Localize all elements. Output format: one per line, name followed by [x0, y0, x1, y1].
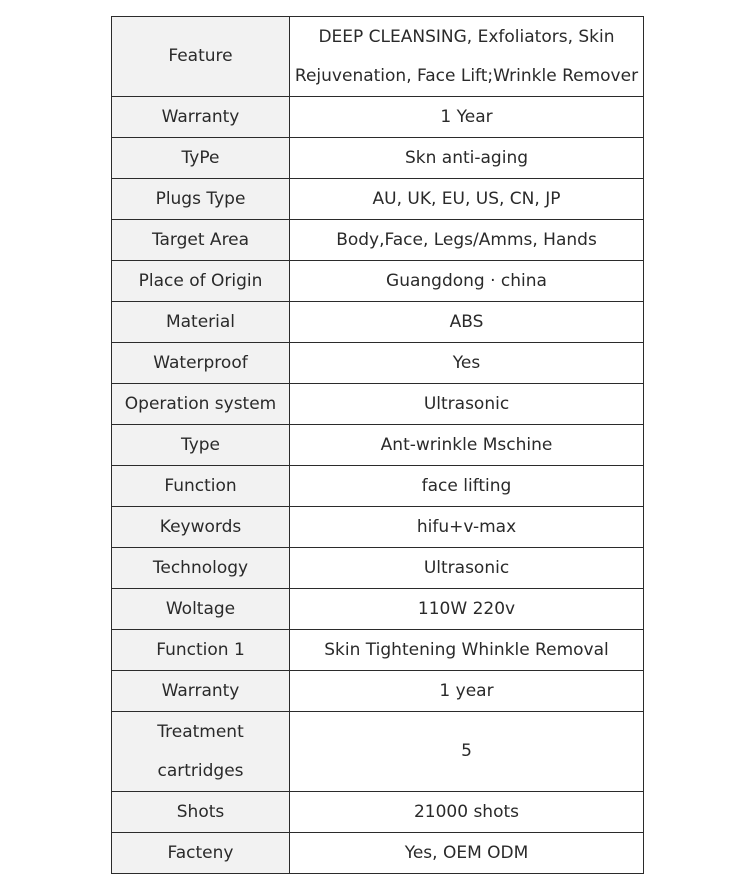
- row-label: Function 1: [112, 630, 290, 671]
- table-row: [112, 589, 644, 630]
- row-label: Shots: [112, 792, 290, 833]
- row-label: TyPe: [112, 138, 290, 179]
- row-label: Plugs Type: [112, 179, 290, 220]
- spec-table: [111, 16, 644, 874]
- row-value: Ultrasonic: [290, 384, 644, 425]
- table-row: [112, 343, 644, 384]
- row-value: Ant-wrinkle Mschine: [290, 425, 644, 466]
- row-value: AU, UK, EU, US, CN, JP: [290, 179, 644, 220]
- row-value: ABS: [290, 302, 644, 343]
- row-value: DEEP CLEANSING, Exfoliators, Skin Rejuvenation, Face Lift;Wrinkle Remover: [290, 17, 644, 97]
- row-value: Yes: [290, 343, 644, 384]
- row-label: Facteny: [112, 833, 290, 874]
- table-row: [112, 179, 644, 220]
- row-label: Place of Origin: [112, 261, 290, 302]
- row-value: 5: [290, 712, 644, 792]
- row-label: Treatment cartridges: [112, 712, 290, 792]
- row-label: Function: [112, 466, 290, 507]
- table-row: [112, 425, 644, 466]
- table-row: [112, 302, 644, 343]
- table-row: [112, 17, 644, 97]
- row-label: Technology: [112, 548, 290, 589]
- table-row: [112, 220, 644, 261]
- table-row: [112, 138, 644, 179]
- row-label: Warranty: [112, 97, 290, 138]
- table-row: [112, 507, 644, 548]
- table-row: [112, 261, 644, 302]
- row-label: Woltage: [112, 589, 290, 630]
- row-value: face lifting: [290, 466, 644, 507]
- row-label: Feature: [112, 17, 290, 97]
- row-value: 21000 shots: [290, 792, 644, 833]
- row-value: Body,Face, Legs/Amms, Hands: [290, 220, 644, 261]
- row-value: 1 year: [290, 671, 644, 712]
- table-row: [112, 466, 644, 507]
- row-value: 110W 220v: [290, 589, 644, 630]
- row-value: Skin Tightening Whinkle Removal: [290, 630, 644, 671]
- table-row: [112, 630, 644, 671]
- row-label: Keywords: [112, 507, 290, 548]
- row-label: Warranty: [112, 671, 290, 712]
- table-row: [112, 833, 644, 874]
- table-row: [112, 384, 644, 425]
- table-row: [112, 671, 644, 712]
- table-row: [112, 792, 644, 833]
- row-label: Waterproof: [112, 343, 290, 384]
- row-label: Material: [112, 302, 290, 343]
- row-label: Target Area: [112, 220, 290, 261]
- row-value: hifu+v-max: [290, 507, 644, 548]
- row-label: Operation system: [112, 384, 290, 425]
- table-row: [112, 712, 644, 792]
- row-value: Ultrasonic: [290, 548, 644, 589]
- row-value: Skn anti-aging: [290, 138, 644, 179]
- row-label: Type: [112, 425, 290, 466]
- row-value: Guangdong · china: [290, 261, 644, 302]
- row-value: Yes, OEM ODM: [290, 833, 644, 874]
- table-row: [112, 97, 644, 138]
- table-row: [112, 548, 644, 589]
- row-value: 1 Year: [290, 97, 644, 138]
